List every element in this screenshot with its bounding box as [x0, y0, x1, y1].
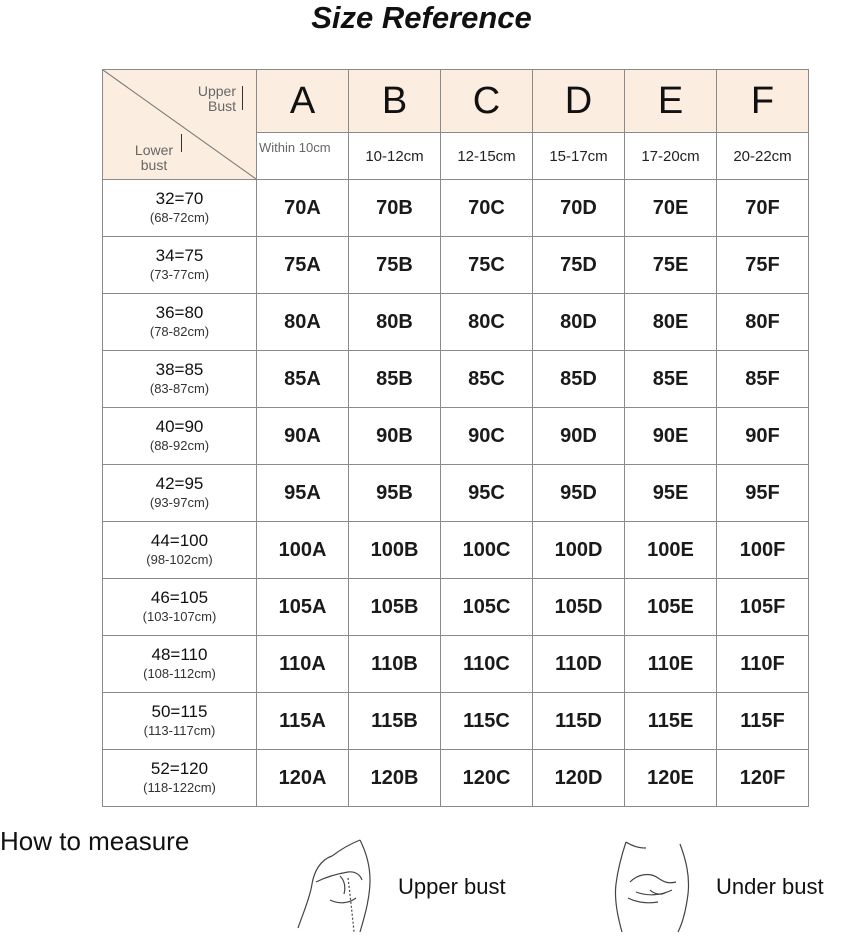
- size-cell-d: 80D: [533, 294, 625, 351]
- size-cell-f: 100F: [717, 522, 809, 579]
- size-cell-c: 115C: [441, 693, 533, 750]
- size-cell-e: 115E: [625, 693, 717, 750]
- upper-bust-header-label: Upper Bust: [197, 83, 236, 114]
- band-cm-range: (78-82cm): [149, 324, 210, 339]
- size-cell-a: 115A: [257, 693, 349, 750]
- size-cell-a: 90A: [257, 408, 349, 465]
- lower-divider: [181, 134, 182, 152]
- size-row: [103, 237, 809, 294]
- size-cell-f: 80F: [717, 294, 809, 351]
- size-cell-b: 70B: [349, 180, 441, 237]
- size-cell-b: 80B: [349, 294, 441, 351]
- range-c: 12-15cm: [441, 133, 533, 180]
- band-cm-range: (68-72cm): [149, 210, 210, 225]
- band-size-label: 44=100: [150, 531, 209, 550]
- lower-bust-label-cell: [103, 294, 257, 351]
- range-e: 17-20cm: [625, 133, 717, 180]
- size-cell-e: 85E: [625, 351, 717, 408]
- cup-c-header: C: [441, 70, 533, 133]
- band-cm-range: (118-122cm): [143, 780, 216, 795]
- band-size-label: 40=90: [155, 417, 204, 436]
- band-size-label: 32=70: [155, 189, 204, 208]
- band-size-label: 48=110: [151, 645, 208, 664]
- size-cell-f: 115F: [717, 693, 809, 750]
- cup-a-header: A: [257, 70, 349, 133]
- size-row: [103, 465, 809, 522]
- size-cell-a: 100A: [257, 522, 349, 579]
- under-bust-figure: [606, 838, 698, 934]
- size-cell-e: 90E: [625, 408, 717, 465]
- size-cell-e: 105E: [625, 579, 717, 636]
- size-row: [103, 693, 809, 750]
- band-cm-range: (73-77cm): [149, 267, 210, 282]
- size-cell-d: 90D: [533, 408, 625, 465]
- size-cell-b: 105B: [349, 579, 441, 636]
- size-cell-f: 120F: [717, 750, 809, 807]
- lower-bust-label-cell: [103, 693, 257, 750]
- size-cell-c: 85C: [441, 351, 533, 408]
- band-size-label: 50=115: [151, 702, 208, 721]
- lower-bust-label-cell: [103, 465, 257, 522]
- size-cell-d: 100D: [533, 522, 625, 579]
- upper-bust-caption: Upper bust: [398, 874, 506, 899]
- size-cell-c: 120C: [441, 750, 533, 807]
- size-cell-a: 75A: [257, 237, 349, 294]
- band-cm-range: (98-102cm): [146, 552, 213, 567]
- cup-e-header: E: [625, 70, 717, 133]
- size-row: [103, 408, 809, 465]
- size-row: [103, 579, 809, 636]
- size-cell-c: 90C: [441, 408, 533, 465]
- size-row: [103, 636, 809, 693]
- page-title: Size Reference: [311, 0, 532, 35]
- size-cell-c: 95C: [441, 465, 533, 522]
- how-to-measure-heading: How to measure: [0, 826, 190, 856]
- band-size-label: 42=95: [155, 474, 204, 493]
- size-cell-a: 120A: [257, 750, 349, 807]
- cup-d-header: D: [533, 70, 625, 133]
- lower-bust-label-cell: [103, 522, 257, 579]
- size-cell-d: 95D: [533, 465, 625, 522]
- size-cell-d: 115D: [533, 693, 625, 750]
- size-cell-d: 85D: [533, 351, 625, 408]
- lower-bust-label-cell: [103, 750, 257, 807]
- size-cell-b: 95B: [349, 465, 441, 522]
- lower-bust-header-label: Lower bust: [134, 142, 174, 173]
- size-cell-f: 110F: [717, 636, 809, 693]
- band-cm-range: (113-117cm): [143, 723, 216, 738]
- lower-bust-label-cell: [103, 636, 257, 693]
- size-cell-d: 105D: [533, 579, 625, 636]
- band-size-label: 38=85: [155, 360, 204, 379]
- upper-divider: [242, 86, 243, 110]
- size-row: [103, 294, 809, 351]
- band-size-label: 36=80: [155, 303, 204, 322]
- range-d: 15-17cm: [533, 133, 625, 180]
- size-cell-e: 75E: [625, 237, 717, 294]
- size-cell-b: 120B: [349, 750, 441, 807]
- size-cell-a: 70A: [257, 180, 349, 237]
- range-b: 10-12cm: [349, 133, 441, 180]
- size-cell-d: 110D: [533, 636, 625, 693]
- range-f: 20-22cm: [717, 133, 809, 180]
- band-cm-range: (83-87cm): [149, 381, 210, 396]
- size-cell-c: 105C: [441, 579, 533, 636]
- band-cm-range: (108-112cm): [143, 666, 216, 681]
- size-table: [102, 69, 809, 807]
- size-row: [103, 522, 809, 579]
- size-cell-e: 110E: [625, 636, 717, 693]
- cup-f-header: F: [717, 70, 809, 133]
- under-bust-caption: Under bust: [716, 874, 824, 899]
- size-cell-c: 100C: [441, 522, 533, 579]
- lower-bust-label-cell: [103, 351, 257, 408]
- lower-bust-label-cell: [103, 408, 257, 465]
- band-cm-range: (93-97cm): [149, 495, 210, 510]
- lower-bust-label-cell: [103, 237, 257, 294]
- size-cell-c: 110C: [441, 636, 533, 693]
- size-cell-b: 90B: [349, 408, 441, 465]
- size-cell-f: 105F: [717, 579, 809, 636]
- size-cell-a: 95A: [257, 465, 349, 522]
- size-cell-d: 70D: [533, 180, 625, 237]
- size-cell-a: 105A: [257, 579, 349, 636]
- lower-bust-label-cell: [103, 579, 257, 636]
- size-cell-a: 80A: [257, 294, 349, 351]
- size-cell-f: 85F: [717, 351, 809, 408]
- size-cell-a: 110A: [257, 636, 349, 693]
- size-row: [103, 750, 809, 807]
- size-row: [103, 180, 809, 237]
- size-cell-e: 70E: [625, 180, 717, 237]
- band-size-label: 34=75: [155, 246, 204, 265]
- range-a: Within 10cm: [257, 133, 349, 180]
- size-cell-b: 85B: [349, 351, 441, 408]
- size-cell-f: 90F: [717, 408, 809, 465]
- cup-b-header: B: [349, 70, 441, 133]
- size-cell-e: 80E: [625, 294, 717, 351]
- band-cm-range: (103-107cm): [142, 609, 217, 624]
- size-cell-d: 120D: [533, 750, 625, 807]
- size-cell-b: 110B: [349, 636, 441, 693]
- size-cell-b: 75B: [349, 237, 441, 294]
- band-cm-range: (88-92cm): [149, 438, 210, 453]
- size-cell-a: 85A: [257, 351, 349, 408]
- size-cell-f: 70F: [717, 180, 809, 237]
- size-cell-b: 115B: [349, 693, 441, 750]
- lower-bust-label-cell: [103, 180, 257, 237]
- size-cell-c: 80C: [441, 294, 533, 351]
- band-size-label: 52=120: [150, 759, 209, 778]
- size-cell-e: 95E: [625, 465, 717, 522]
- size-cell-c: 75C: [441, 237, 533, 294]
- size-cell-e: 100E: [625, 522, 717, 579]
- band-size-label: 46=105: [150, 588, 209, 607]
- size-cell-f: 75F: [717, 237, 809, 294]
- corner-cell: [103, 70, 257, 180]
- cup-header-row: [103, 70, 809, 133]
- upper-bust-figure: [290, 838, 382, 934]
- size-cell-d: 75D: [533, 237, 625, 294]
- size-cell-f: 95F: [717, 465, 809, 522]
- size-cell-b: 100B: [349, 522, 441, 579]
- size-cell-c: 70C: [441, 180, 533, 237]
- size-row: [103, 351, 809, 408]
- size-cell-e: 120E: [625, 750, 717, 807]
